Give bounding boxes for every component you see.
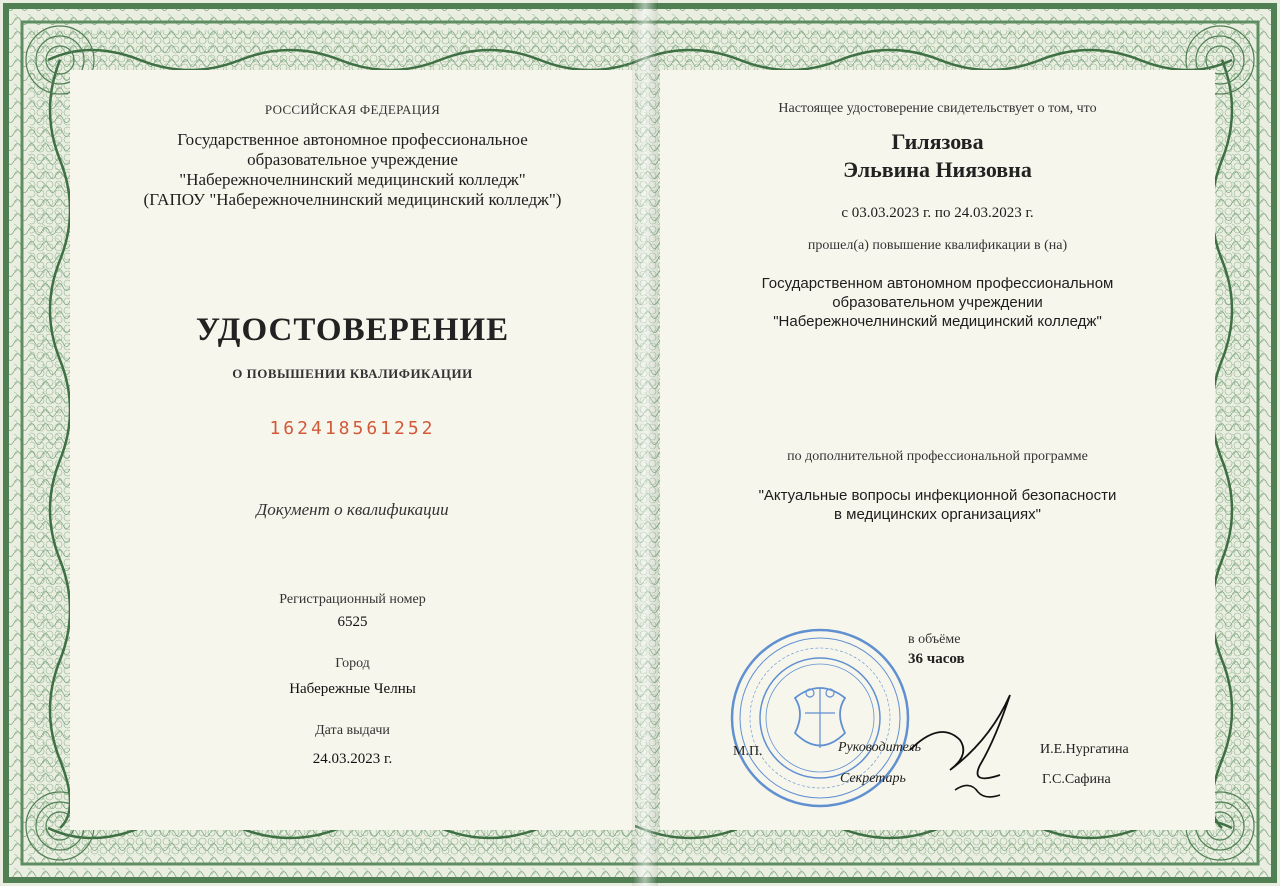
city-label: Город [335, 656, 370, 671]
org-line: "Набережночелнинский медицинский колледж" [179, 170, 526, 189]
org-line: Государственное автономное профессиональное [177, 130, 528, 149]
reg-number-value: 6525 [337, 614, 368, 630]
holder-given-names: Эльвина Ниязовна [843, 157, 1032, 182]
country-name: РОССИЙСКАЯ ФЕДЕРАЦИЯ [264, 102, 441, 117]
institution-line: образовательном учреждении [832, 294, 1043, 311]
org-line: (ГАПОУ "Набережночелнинский медицинский колледж") [143, 190, 562, 209]
reg-number-label: Регистрационный номер [279, 592, 426, 607]
program-line: "Актуальные вопросы инфекционной безопасности [758, 487, 1117, 504]
document-type: Документ о квалификации [256, 500, 449, 519]
serial-number: 162418561252 [269, 418, 436, 439]
program-label: по дополнительной профессиональной программе [787, 449, 1088, 464]
program-line: в медицинских организациях" [834, 506, 1041, 523]
secretary-name: Г.С.Сафина [1042, 772, 1111, 787]
volume-value: 36 часов [908, 651, 965, 667]
institution-line: "Набережночелнинский медицинский колледж" [773, 313, 1102, 330]
training-period: с 03.03.2023 г. по 24.03.2023 г. [841, 205, 1034, 221]
official-seal [725, 618, 915, 818]
institution-line: Государственном автономном профессиональном [761, 275, 1114, 292]
issuer-organization [70, 130, 635, 210]
seal-place-label: М.П. [733, 744, 763, 759]
issue-date-value: 24.03.2023 г. [312, 751, 393, 767]
issue-date-label: Дата выдачи [315, 723, 390, 738]
training-institution [660, 274, 1215, 331]
head-label: Руководитель [838, 740, 922, 755]
page-fold [632, 0, 658, 886]
document-title: УДОСТОВЕРЕНИЕ [195, 312, 510, 348]
secretary-label: Секретарь [840, 771, 906, 786]
training-statement: прошел(а) повышение квалификации в (на) [807, 238, 1068, 253]
holder-name [660, 128, 1215, 184]
certificate-intro: Настоящее удостоверение свидетельствует о том, что [778, 101, 1097, 116]
city-value: Набережные Челны [289, 681, 416, 697]
org-line: образовательное учреждение [247, 150, 458, 169]
document-subtitle: О ПОВЫШЕНИИ КВАЛИФИКАЦИИ [232, 366, 473, 381]
head-name: И.Е.Нургатина [1040, 742, 1129, 757]
volume-label: в объёме [908, 632, 961, 647]
program-title [660, 486, 1215, 524]
head-signature [900, 680, 1030, 810]
holder-surname: Гилязова [891, 129, 984, 154]
